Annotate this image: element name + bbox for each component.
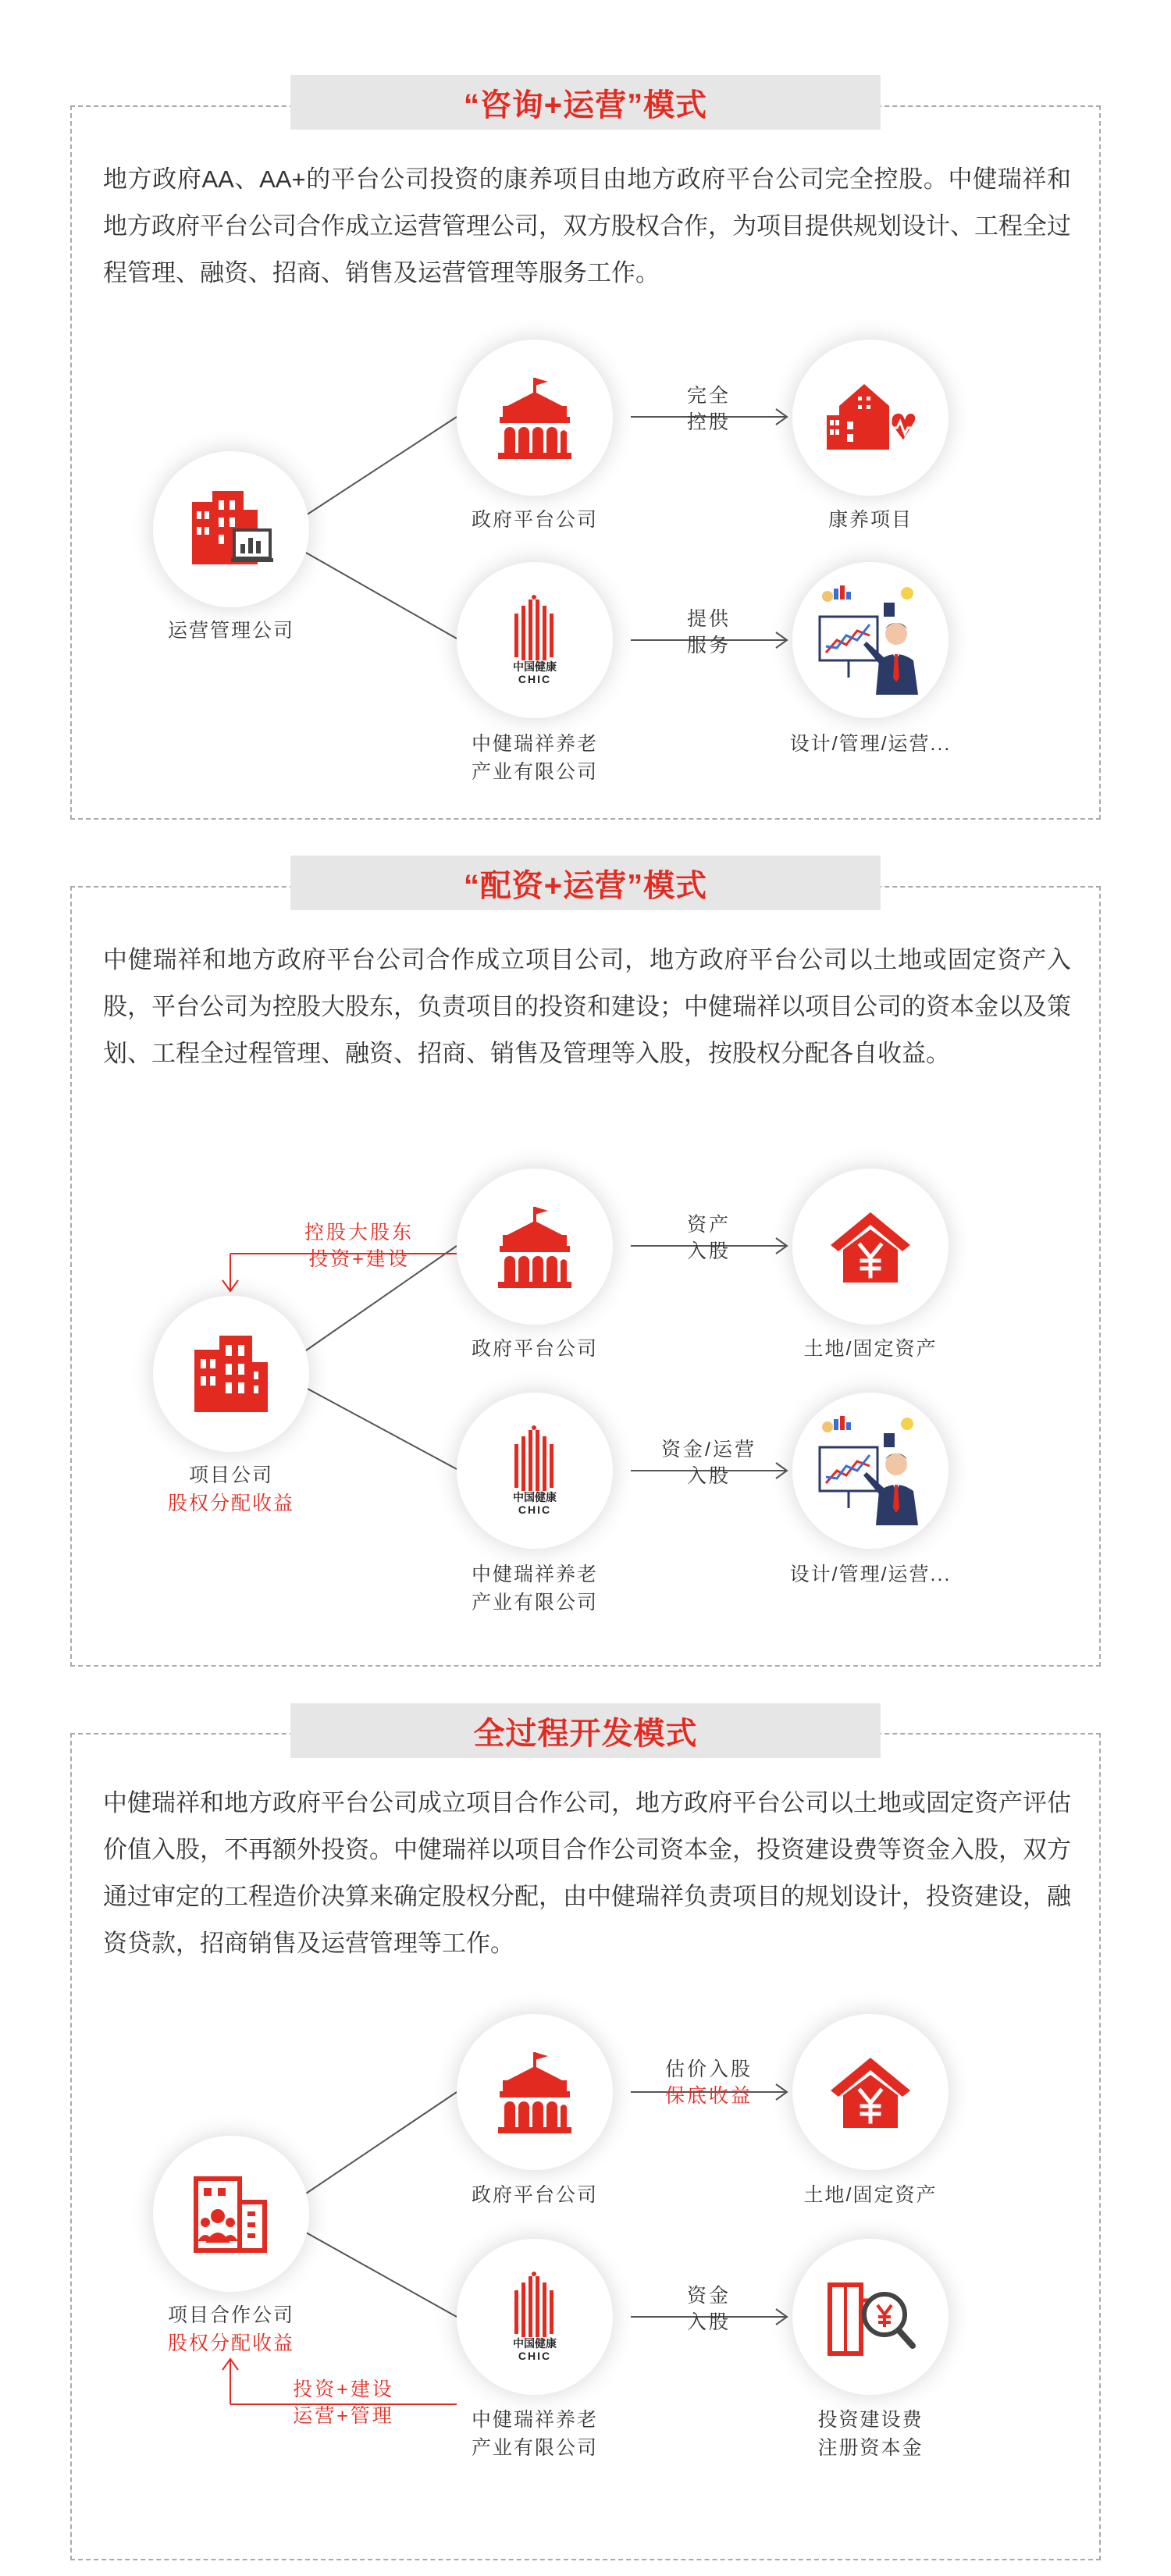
- office-tower-icon: [188, 1331, 274, 1417]
- node-chic-company: [457, 1393, 613, 1549]
- building-chart-icon: [184, 486, 278, 572]
- government-building-icon: [492, 375, 578, 461]
- chic-logo-en: CHIC: [518, 2350, 552, 2362]
- chic-logo-icon: [511, 595, 558, 685]
- chic-logo-icon: [511, 2272, 558, 2362]
- node-government-platform: [457, 2014, 613, 2170]
- arrow-label-top: 估价入股 保底收益: [664, 2058, 753, 2107]
- node-land-assets: [792, 2014, 949, 2170]
- node-operation-company: [153, 451, 309, 607]
- node-land-assets: [792, 1169, 949, 1325]
- arrow-label-bottom: 资金/运营 入股: [661, 1439, 756, 1487]
- node-chic-company: [457, 2239, 613, 2395]
- chic-logo-cn: 中国健康: [513, 660, 557, 673]
- node-label: 政府平台公司: [471, 2184, 598, 2206]
- government-building-icon: [492, 1204, 578, 1290]
- node-label: 项目合作公司 股权分配收益: [167, 2304, 294, 2354]
- section-description: 中健瑞祥和地方政府平台公司成立项目合作公司，地方政府平台公司以土地或固定资产评估价值入股，不再额外投资。中健瑞祥以项目合作公司资本金，投资建设费等资金入股，双方通过审定的工程造价决算来确定股权分配，由中健瑞祥负责项目的规划设计，投资建设，融资贷款，招商销售及运营管理等工作。: [103, 1789, 1071, 1957]
- businessman-presentation-icon: [812, 1416, 929, 1525]
- node-government-platform: [457, 340, 613, 496]
- section-title: 全过程开发模式: [290, 1703, 881, 1758]
- node-label: 运营管理公司: [167, 620, 294, 642]
- node-label: 投资建设费 注册资本金: [817, 2409, 924, 2459]
- node-project-cooperation-company: [153, 2136, 309, 2292]
- house-yen-icon: [828, 1208, 913, 1286]
- node-label: 政府平台公司: [471, 509, 598, 531]
- section-funding-operation: [0, 827, 1171, 1686]
- section-full-process: [0, 1686, 1171, 2576]
- section-title: “咨询+运营”模式: [290, 75, 881, 130]
- node-chic-company: [457, 562, 613, 718]
- section-title: “配资+运营”模式: [290, 856, 881, 910]
- node-label: 康养项目: [828, 509, 913, 531]
- node-label: 土地/固定资产: [803, 2184, 938, 2206]
- arrow-label-top: 资产 入股: [686, 1214, 731, 1262]
- team-building-icon: [188, 2171, 274, 2257]
- node-label: 中健瑞祥养老 产业有限公司: [471, 1564, 598, 1614]
- node-project-company: [153, 1296, 309, 1452]
- node-government-platform: [457, 1169, 613, 1325]
- chic-logo-icon: [511, 1425, 558, 1516]
- chic-logo-cn: 中国健康: [513, 1491, 557, 1503]
- node-label: 设计/管理/运营...: [789, 1564, 952, 1585]
- node-label-line2: 产业有限公司: [471, 761, 598, 783]
- section-description: 中健瑞祥和地方政府平台公司合作成立项目公司，地方政府平台公司以土地或固定资产入股，平台公司为控股大股东，负责项目的投资和建设；中健瑞祥以项目公司的资本金以及策划、工程全过程管理、融资、招商、销售及管理等入股，按股权分配各自收益。: [103, 946, 1071, 1067]
- node-label: 设计/管理/运营...: [789, 733, 952, 755]
- chic-logo-en: CHIC: [518, 673, 552, 685]
- node-label-line1: 中健瑞祥养老: [471, 733, 598, 755]
- chic-logo-cn: 中国健康: [513, 2337, 557, 2350]
- hospital-heart-icon: [824, 375, 917, 461]
- node-services: [792, 562, 949, 718]
- businessman-presentation-icon: [812, 585, 929, 695]
- node-label: 政府平台公司: [471, 1338, 598, 1360]
- node-health-project: [792, 340, 949, 496]
- section-description: 地方政府AA、AA+的平台公司投资的康养项目由地方政府平台公司完全控股。中健瑞祥和地方政府平台公司合作成立运营管理公司，双方股权合作，为项目提供规划设计、工程全过程管理、融资、招商、销售及运营管理等服务工作。: [103, 165, 1071, 286]
- node-label: 土地/固定资产: [803, 1338, 938, 1360]
- feedback-label: 控股大股东 投资+建设: [304, 1222, 414, 1270]
- feedback-label: 投资+建设 运营+管理: [293, 2379, 394, 2427]
- house-yen-icon: [828, 2053, 913, 2131]
- building-magnifier-yen-icon: [824, 2274, 917, 2360]
- node-capital: [792, 2239, 949, 2395]
- arrow-label-bottom: 资金 入股: [686, 2285, 731, 2333]
- chic-logo-en: CHIC: [518, 1503, 552, 1516]
- arrow-label-bottom: 提供 服务: [686, 608, 731, 656]
- node-label: 中健瑞祥养老 产业有限公司: [471, 2409, 598, 2459]
- government-building-icon: [492, 2049, 578, 2135]
- node-label: 项目公司 股权分配收益: [167, 1464, 294, 1514]
- node-label: [394, 730, 675, 786]
- section-consulting-operation: [0, 0, 1171, 827]
- arrow-label-top: 完全 控股: [686, 385, 731, 433]
- node-services: [792, 1393, 949, 1549]
